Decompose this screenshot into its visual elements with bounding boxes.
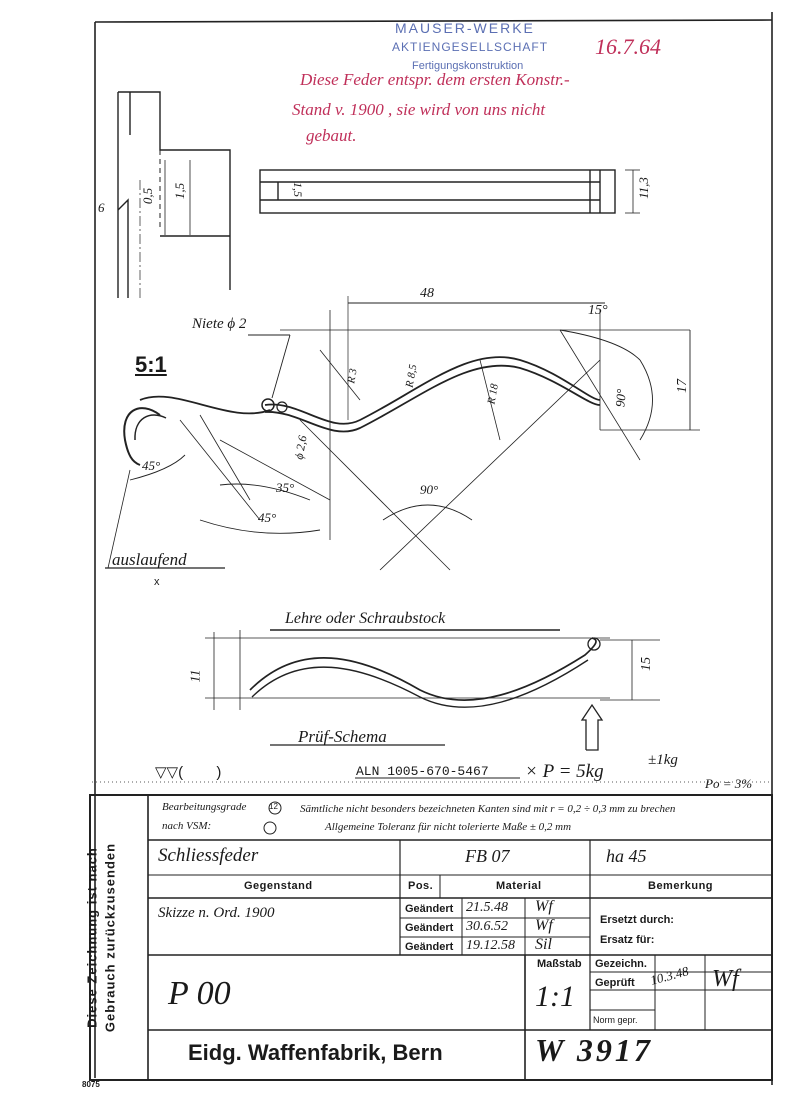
dim-r18: R 18 [485,382,501,406]
force-spec: × P = 5kg [525,761,604,782]
title-block-grid [90,795,772,1080]
geprueft-date: 10.3.48 [648,963,691,988]
stamp-line2: AKTIENGESELLSCHAFT [392,40,549,54]
dim-0-5: 0,5 [140,187,156,205]
niete-label: Niete ϕ 2 [192,316,247,332]
side-note-line1: Diese Zeichnung ist nach [84,847,100,1028]
nach-vsm-label: nach VSM: [162,820,212,832]
dim-17: 17 [675,379,690,393]
geprueft-label: Geprüft [595,977,635,989]
change-sig-2: Wf [535,917,553,934]
aln-number: ALN 1005-670-5467 [356,764,489,779]
company-name: Eidg. Waffenfabrik, Bern [188,1040,443,1065]
po-value: Po = 3% [705,776,753,791]
ersetzt-durch-label: Ersetzt durch: [600,914,674,926]
col-material: Material [496,880,542,892]
ersatz-fuer-label: Ersatz für: [600,934,655,946]
dim-90deg-right: 90° [612,388,629,408]
change-date-1: 21.5.48 [466,900,508,915]
force-tolerance: ±1kg [648,752,678,768]
part-code: P 00 [168,975,231,1012]
red-note-line3: gebaut. [306,126,357,145]
scale-label: 5:1 [135,352,167,377]
change-date-2: 30.6.52 [466,919,508,934]
change-label-1: Geändert [405,903,454,915]
col-bemerkung: Bemerkung [648,880,714,892]
gegenstand-value: Schliessfeder [158,845,259,866]
auslaufend-label: auslaufend [112,550,187,569]
bearbeitungsgrade-label: Bearbeitungsgrade [162,801,247,813]
spring-main-view [105,296,700,570]
change-label-3: Geändert [405,941,454,953]
dim-90deg: 90° [420,482,439,497]
norm-label: Norm gepr. [593,1015,638,1025]
side-note-line2: Gebrauch zurückzusenden [102,842,118,1033]
grade-symbol: 12 [269,802,278,811]
dim-1-5-plan: 1,5 [291,182,305,197]
dim-15deg: 15° [588,303,608,318]
drawing-number: W 3917 [535,1032,653,1068]
dim-6: 6 [98,200,105,215]
dim-2-6: ϕ 2,6 [291,434,310,461]
footer-code: 8075 [82,1080,100,1089]
dim-45deg-bottom: 45° [258,510,277,525]
change-sig-1: Wf [535,898,553,915]
dim-15-test: 15 [639,657,654,671]
dim-r8-5: R 8,5 [403,363,420,389]
dim-1-5-side: 1,5 [172,182,188,200]
red-note-line1: Diese Feder entspr. dem ersten Konstr.- [300,70,570,89]
change-label-2: Geändert [405,922,454,934]
dim-45deg-left: 45° [142,458,161,473]
massstab-label: Maßstab [537,958,582,970]
col-gegenstand: Gegenstand [244,880,313,892]
lehre-label: Lehre oder Schraubstock [285,610,446,627]
col-pos: Pos. [408,880,434,892]
geprueft-signature: Wf [712,966,739,992]
skizze-note: Skizze n. Ord. 1900 [158,905,275,921]
red-note-line2: Stand v. 1900 , sie wird von uns nicht [292,100,546,119]
stamp-line3: Fertigungskonstruktion [412,60,524,72]
dim-48: 48 [420,286,434,301]
dim-35deg: 35° [276,480,295,495]
auslaufend-mark: x [154,576,160,588]
gezeichn-label: Gezeichn. [595,958,647,970]
surface-marks: ▽▽( ) [155,764,222,781]
massstab-value: 1:1 [535,980,575,1013]
dim-11: 11 [188,669,204,683]
change-date-3: 19.12.58 [466,938,515,953]
material-value: FB 07 [465,846,510,866]
pruef-label: Prüf-Schema [298,727,387,746]
bemerkung-value: ha 45 [606,846,647,866]
edge-note: Sämtliche nicht besonders bezeichneten Kanten sind mit r = 0,2 ÷ 0,3 mm zu brechen [300,803,676,815]
tolerance-note: Allgemeine Toleranz für nicht tolerierte Maße ± 0,2 mm [325,821,572,833]
plan-view [260,170,640,213]
test-schema [205,630,660,750]
stamp-date: 16.7.64 [595,34,661,59]
change-sig-3: Sil [535,936,552,953]
dim-11-3: 11,3 [635,177,651,199]
stamp-line1: MAUSER-WERKE [395,20,535,36]
dim-r3: R 3 [345,367,360,385]
